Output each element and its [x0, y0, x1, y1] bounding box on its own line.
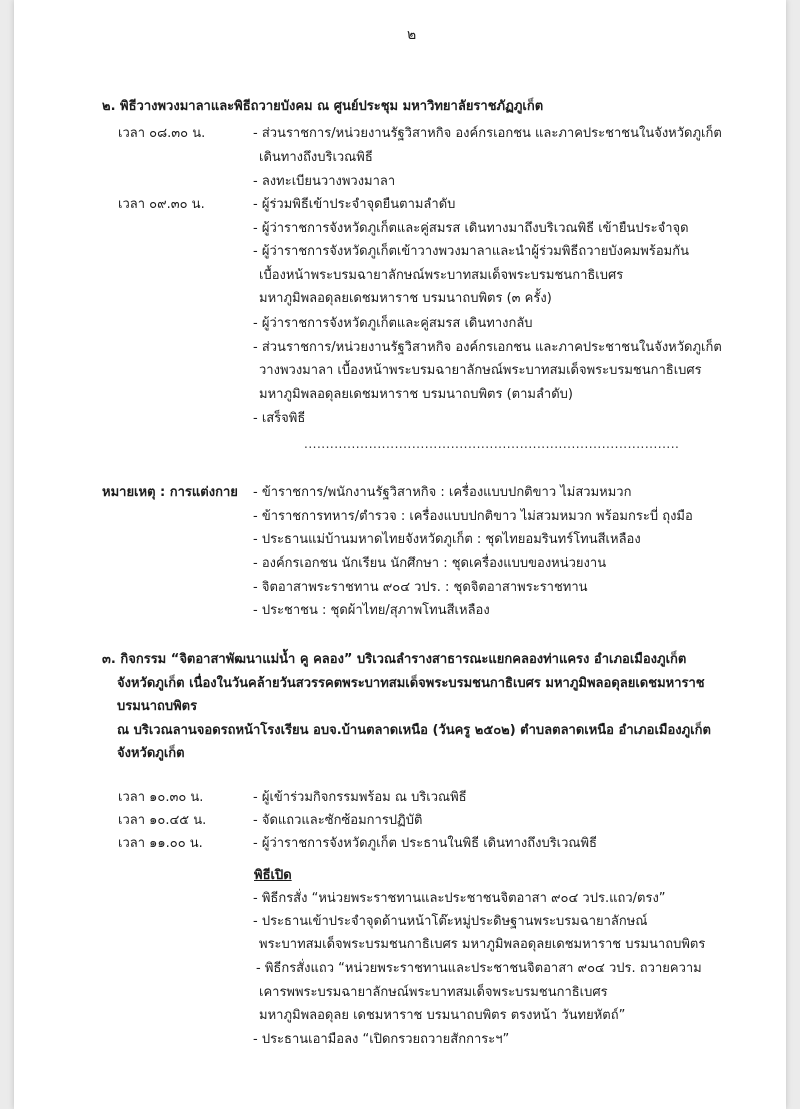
opening-line: - พิธีกรสั่ง “หน่วยพระราชทานและประชาชนจิตอาสา ๙๐๔ วปร.แถว/ตรง”	[253, 891, 666, 906]
section3-item: - จัดแถวและซักซ้อมการปฏิบัติ	[253, 813, 423, 828]
section2-line: - ลงทะเบียนวางพวงมาลา	[253, 174, 396, 189]
section2-time-0830: เวลา ๐๘.๓๐ น.	[118, 126, 206, 141]
section2-line: มหาภูมิพลอดุลยเดชมหาราช บรมนาถบพิตร (๓ ครั้ง)	[259, 291, 552, 306]
section2-time-0930: เวลา ๐๙.๓๐ น.	[118, 197, 205, 212]
section3-title: ๓. กิจกรรม “จิตอาสาพัฒนาแม่น้ำ คู คลอง” บริเวณลำรางสาธารณะแยกคลองท่าแครง อำเภอเมืองภูเก็ต	[102, 652, 687, 667]
section2-line: - ผู้ว่าราชการจังหวัดภูเก็ตและคู่สมรส เดินทางมาถึงบริเวณพิธี เข้ายืนประจำจุด	[253, 221, 689, 236]
remark-label: หมายเหตุ : การแต่งกาย	[102, 485, 238, 500]
section3-time: เวลา ๑๑.๐๐ น.	[118, 836, 203, 851]
section2-line: - ผู้ว่าราชการจังหวัดภูเก็ตเข้าวางพวงมาลาและนำผู้ร่วมพิธีถวายบังคมพร้อมกัน	[253, 244, 689, 259]
opening-heading: พิธีเปิด	[254, 868, 292, 883]
document-page	[14, 0, 786, 1109]
section2-line: เดินทางถึงบริเวณพิธี	[259, 150, 373, 165]
section3-title: จังหวัดภูเก็ต เนื่องในวันคล้ายวันสวรรคตพระบาทสมเด็จพระบรมชนกาธิเบศร มหาภูมิพลอดุลยเดชมหาราช	[117, 676, 705, 691]
remark-line: - ประธานแม่บ้านมหาดไทยจังหวัดภูเก็ต : ชุดไทยอมรินทร์โทนสีเหลือง	[253, 532, 641, 547]
section2-line: วางพวงมาลา เบื้องหน้าพระบรมฉายาลักษณ์พระบาทสมเด็จพระบรมชนกาธิเบศร	[259, 363, 702, 378]
section2-line: - ส่วนราชการ/หน่วยงานรัฐวิสาหกิจ องค์กรเอกชน และภาคประชาชนในจังหวัดภูเก็ต	[253, 340, 722, 355]
opening-line: พระบาทสมเด็จพระบรมชนกาธิเบศร มหาภูมิพลอดุลยเดชมหาราช บรมนาถบพิตร	[259, 937, 706, 952]
section2-line: เบื้องหน้าพระบรมฉายาลักษณ์พระบาทสมเด็จพระบรมชนกาธิเบศร	[259, 268, 624, 283]
remark-line: - ข้าราชการ/พนักงานรัฐวิสาหกิจ : เครื่องแบบปกติขาว ไม่สวมหมวก	[253, 485, 632, 500]
section2-line: - ผู้ร่วมพิธีเข้าประจำจุดยืนตามลำดับ	[253, 197, 456, 212]
remark-line: - ประชาชน : ชุดผ้าไทย/สุภาพโทนสีเหลือง	[253, 603, 490, 618]
page-number: ๒	[407, 27, 417, 43]
opening-line: - ประธานเอามือลง “เปิดกรวยถวายสักการะฯ”	[253, 1032, 510, 1047]
remark-line: - จิตอาสาพระราชทาน ๙๐๔ วปร. : ชุดจิตอาสาพระราชทาน	[253, 580, 588, 595]
opening-line: - ประธานเข้าประจำจุดด้านหน้าโต๊ะหมู่ประดิษฐานพระบรมฉายาลักษณ์	[253, 914, 648, 929]
section3-item: - ผู้เข้าร่วมกิจกรรมพร้อม ณ บริเวณพิธี	[253, 790, 467, 805]
remark-line: - องค์กรเอกชน นักเรียน นักศึกษา : ชุดเครื่องแบบของหน่วยงาน	[253, 556, 607, 571]
opening-line: - พิธีกรสั่งแถว “หน่วยพระราชทานและประชาชนจิตอาสา ๙๐๔ วปร. ถวายความ	[256, 961, 702, 976]
opening-line: มหาภูมิพลอดุลย เดชมหาราช บรมนาถบพิตร ตรงหน้า วันทยหัตถ์”	[259, 1008, 626, 1023]
section3-title: บรมนาถบพิตร	[117, 699, 198, 714]
section2-title: ๒. พิธีวางพวงมาลาและพิธีถวายบังคม ณ ศูนย์ประชุม มหาวิทยาลัยราชภัฏภูเก็ต	[102, 99, 544, 114]
section3-location: ณ บริเวณลานจอดรถหน้าโรงเรียน อบจ.บ้านตลาดเหนือ (วันครู ๒๕๐๒) ตำบลตลาดเหนือ อำเภอเมืองภูเก็ต	[117, 723, 711, 738]
opening-line: เคารพพระบรมฉายาลักษณ์พระบาทสมเด็จพระบรมชนกาธิเบศร	[259, 985, 608, 1000]
section2-line: - ผู้ว่าราชการจังหวัดภูเก็ตและคู่สมรส เดินทางกลับ	[253, 316, 533, 331]
section3-item: - ผู้ว่าราชการจังหวัดภูเก็ต ประธานในพิธี เดินทางถึงบริเวณพิธี	[253, 836, 597, 851]
section3-time: เวลา ๑๐.๔๕ น.	[118, 813, 207, 828]
divider-dots: .......................................................................................	[304, 437, 680, 451]
section3-location: จังหวัดภูเก็ต	[117, 746, 185, 761]
section2-line: - ส่วนราชการ/หน่วยงานรัฐวิสาหกิจ องค์กรเอกชน และภาคประชาชนในจังหวัดภูเก็ต	[253, 126, 722, 141]
section2-line: - เสร็จพิธี	[253, 411, 306, 426]
remark-line: - ข้าราชการทหาร/ตำรวจ : เครื่องแบบปกติขาว ไม่สวมหมวก พร้อมกระบี่ ถุงมือ	[253, 509, 693, 524]
section2-line: มหาภูมิพลอดุลยเดชมหาราช บรมนาถบพิตร (ตามลำดับ)	[259, 387, 573, 402]
section3-time: เวลา ๑๐.๓๐ น.	[118, 790, 204, 805]
